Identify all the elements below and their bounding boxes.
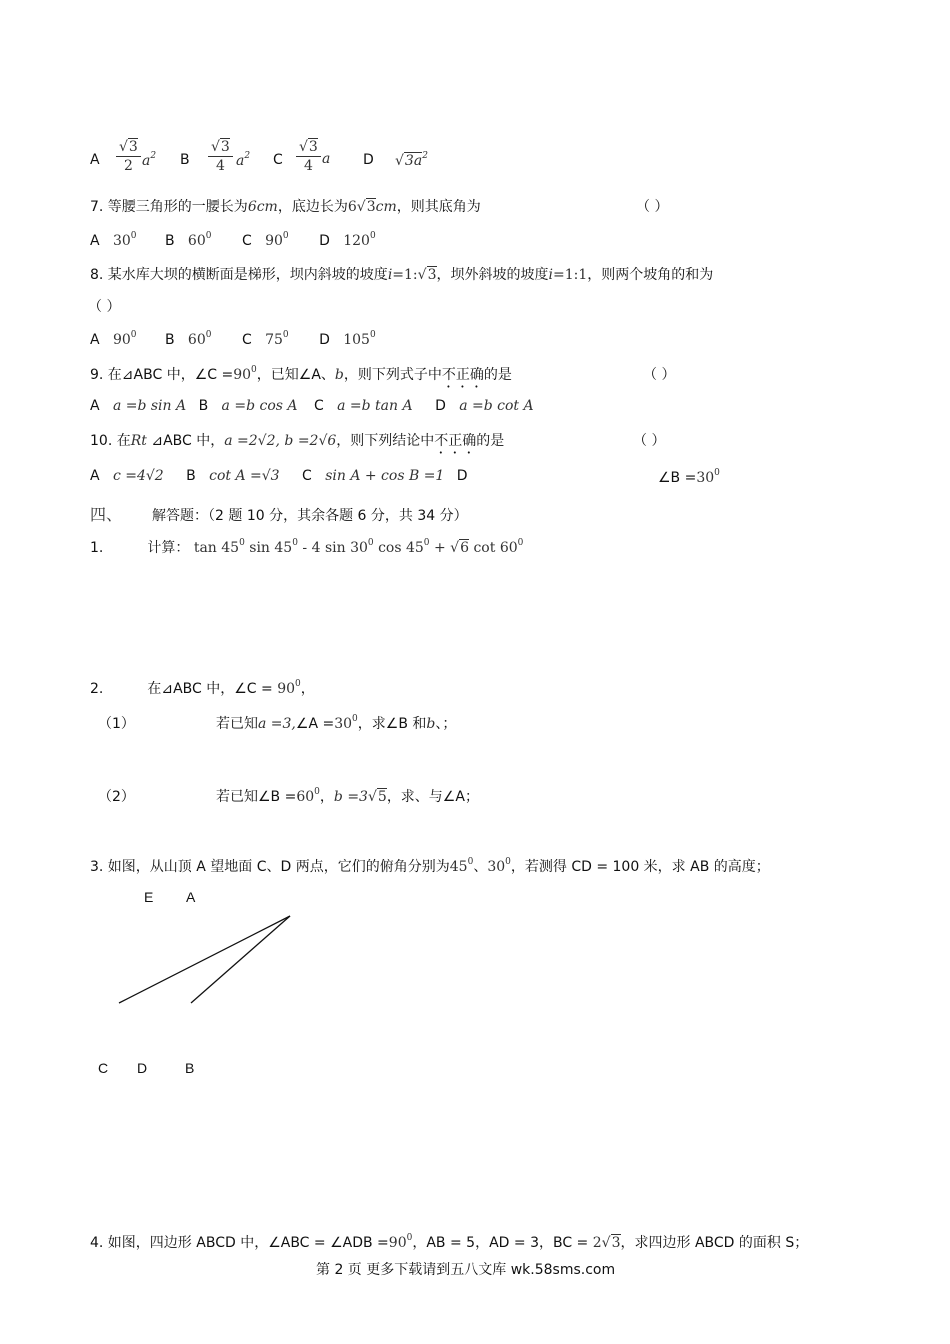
page-footer: 第 2 页 更多下载请到五八文库 wk.58sms.com xyxy=(316,1262,616,1278)
figure-label-e: E xyxy=(144,889,154,905)
question-10-paren: （ ） xyxy=(633,433,666,449)
problem-2-part-1: （1） 若已知a =3,∠A $=30^0$，求∠B 和b、； xyxy=(98,714,457,732)
q6-option-a-fraction: $\frac{√3}{2}$ xyxy=(116,138,141,175)
question-7-paren: （ ） xyxy=(636,199,669,215)
question-9: 9. 在⊿ABC 中，∠C $=90^0$，已知∠A、b，则下列式子中不正确的是 xyxy=(90,365,512,383)
question-10: 10. 在Rt ⊿ABC 中，a =2√2, b =2√6，则下列结论中不正确的是 xyxy=(90,433,505,449)
mountain-figure xyxy=(100,905,310,1015)
q6-option-c-fraction: $\frac{√3}{4}$ xyxy=(296,138,321,175)
q6-option-d-value: $√3a^2$ xyxy=(395,151,428,169)
question-10-option-d-value: ∠B $=30^0$ xyxy=(658,468,720,486)
question-8-paren: （ ） xyxy=(88,299,121,315)
question-10-options: A c =4√2 B cot A =√3 C sin A + cos B =1 D xyxy=(90,468,468,484)
q6-option-b-fraction: $\frac{√3}{4}$ xyxy=(208,138,233,175)
question-8: 8. 某水库大坝的横断面是梯形，坝内斜坡的坡度i=1:√3，坝外斜坡的坡度i=1:1，则两个坡角的和为 xyxy=(90,267,714,283)
question-9-options: A a =b sin A B a =b cos A C a =b tan A D a =b cot A xyxy=(90,398,534,414)
section-4-heading: 四、 解答题：（2 题 10 分，其余各题 6 分，共 34 分） xyxy=(90,505,468,524)
problem-2-part-2: （2） 若已知∠B $=60^0$，b =3√5，求、与∠A； xyxy=(98,787,479,805)
problem-4: 4. 如图，四边形 ABCD 中，∠ABC = ∠ADB $=90^0$，AB = 5，AD = 3，BC = 2√3，求四边形 ABCD 的面积 S； xyxy=(90,1233,809,1251)
figure-label-d: D xyxy=(137,1060,148,1076)
figure-label-b: B xyxy=(185,1060,195,1076)
question-7-options: A $30^0$ B $60^0$ C $90^0$ D $120^0$ xyxy=(90,231,376,249)
problem-3: 3. 如图，从山顶 A 望地面 C、D 两点，它们的俯角分别为$45^0$、$30^0$，若测得 CD = 100 米，求 AB 的高度； xyxy=(90,857,770,875)
figure-label-a: A xyxy=(186,889,196,905)
q6-option-d-label: D xyxy=(363,152,374,168)
q6-option-c-label: C xyxy=(273,152,283,168)
problem-1: 1. 计算： $\tan 45^0$ $\sin 45^0 - 4$ $\sin 30^0$ $\cos 45^0 + √6$ $\cot 60^0$ xyxy=(90,538,524,556)
line-a-to-c xyxy=(119,916,290,1003)
q6-option-b-label: B xyxy=(180,152,190,168)
question-9-paren: （ ） xyxy=(643,367,676,383)
question-7: 7. 等腰三角形的一腰长为6cm，底边长为6√3cm，则其底角为 xyxy=(90,199,481,215)
figure-label-c: C xyxy=(98,1060,109,1076)
q6-option-a-label: A xyxy=(90,152,100,168)
question-8-options: A $90^0$ B $60^0$ C $75^0$ D $105^0$ xyxy=(90,330,376,348)
problem-2: 2. 在⊿ABC 中，∠C = $90^0$， xyxy=(90,679,315,697)
